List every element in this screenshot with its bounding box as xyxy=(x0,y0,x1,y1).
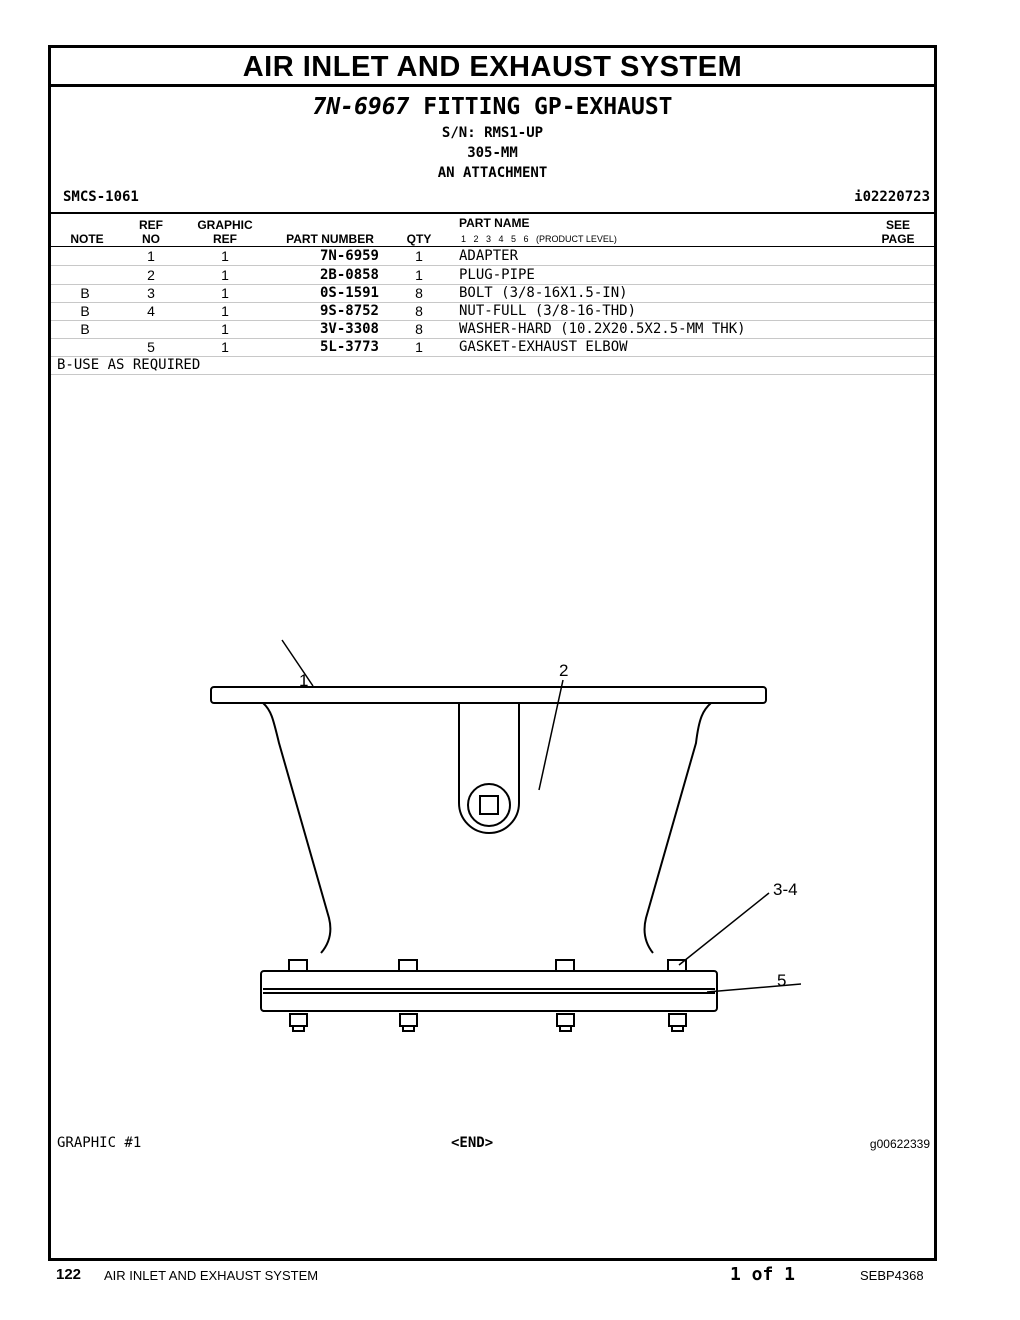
model-number: 305-MM xyxy=(467,145,518,161)
row-ref: 1 xyxy=(147,248,155,264)
group-name: FITTING GP-EXHAUST xyxy=(423,94,673,120)
header-see-top: SEE xyxy=(885,218,910,232)
header-ref-bottom: NO xyxy=(142,232,160,246)
leader-5 xyxy=(707,984,801,992)
footer-page-of: 1 of 1 xyxy=(730,1264,796,1285)
group-number: 7N-6967 xyxy=(312,94,410,120)
row-ref: 4 xyxy=(147,303,155,319)
row-part-name: NUT-FULL (3/8-16-THD) xyxy=(459,303,637,319)
row-part-name: BOLT (3/8-16X1.5-IN) xyxy=(459,285,628,301)
footer-doc-id: SEBP4368 xyxy=(860,1268,924,1283)
section-title-bar xyxy=(51,48,934,87)
table-row xyxy=(51,266,934,284)
page-frame xyxy=(48,45,937,1261)
table-footnote: B-USE AS REQUIRED xyxy=(57,357,201,373)
row-part-number[interactable]: 7N-6959 xyxy=(319,248,379,264)
end-marker: <END> xyxy=(451,1135,494,1151)
gasket-flange xyxy=(261,971,717,1011)
table-row xyxy=(51,338,934,356)
leader-3-4 xyxy=(679,893,769,965)
row-note: B xyxy=(80,285,90,301)
section-title: AIR INLET AND EXHAUST SYSTEM xyxy=(242,51,743,83)
bolt-2 xyxy=(399,960,417,1031)
header-graphic-bottom: REF xyxy=(213,232,237,246)
bolt-4 xyxy=(668,960,686,1031)
footer-section: AIR INLET AND EXHAUST SYSTEM xyxy=(104,1268,319,1283)
row-part-number[interactable]: 9S-8752 xyxy=(319,303,379,319)
callout-2: 2 xyxy=(559,661,569,680)
table-row xyxy=(51,284,934,302)
row-part-name: GASKET-EXHAUST ELBOW xyxy=(459,339,628,355)
row-qty: 8 xyxy=(415,303,423,319)
row-graphic-ref: 1 xyxy=(221,285,229,301)
bolt-3 xyxy=(556,960,574,1031)
callout-1: 1 xyxy=(299,671,309,690)
row-part-name: PLUG-PIPE xyxy=(459,267,535,283)
row-graphic-ref: 1 xyxy=(221,303,229,319)
table-row xyxy=(51,320,934,338)
row-ref: 2 xyxy=(147,267,155,283)
adapter-left-wall xyxy=(263,703,330,953)
row-qty: 1 xyxy=(415,267,423,283)
row-qty: 8 xyxy=(415,285,423,301)
header-ref-top: REF xyxy=(139,218,163,232)
row-part-number[interactable]: 2B-0858 xyxy=(319,267,379,283)
row-graphic-ref: 1 xyxy=(221,321,229,337)
row-ref: 5 xyxy=(147,339,155,355)
header-graphic-top: GRAPHIC xyxy=(197,218,253,232)
graphic-label: GRAPHIC #1 xyxy=(57,1135,142,1151)
bolt-1 xyxy=(289,960,307,1031)
row-graphic-ref: 1 xyxy=(221,339,229,355)
row-note: B xyxy=(80,303,90,319)
footer-page-number: 122 xyxy=(56,1266,82,1283)
footnote-divider xyxy=(51,374,934,375)
adapter-top-flange xyxy=(211,687,766,703)
row-graphic-ref: 1 xyxy=(221,248,229,264)
plug-circle xyxy=(468,784,510,826)
attachment-label: AN ATTACHMENT xyxy=(437,165,548,181)
graphic-id: g00622339 xyxy=(869,1137,930,1151)
callout-3-4: 3-4 xyxy=(773,880,798,899)
adapter-right-wall xyxy=(645,703,711,953)
row-part-number[interactable]: 3V-3308 xyxy=(319,321,379,337)
table-top-rule xyxy=(51,212,934,214)
row-qty: 1 xyxy=(415,339,423,355)
row-part-number[interactable]: 0S-1591 xyxy=(319,285,379,301)
row-part-number[interactable]: 5L-3773 xyxy=(319,339,379,355)
header-part-name: PART NAME xyxy=(459,216,530,230)
callout-5: 5 xyxy=(777,971,787,990)
table-row xyxy=(51,302,934,320)
header-note: NOTE xyxy=(70,232,104,246)
table-row xyxy=(51,247,934,265)
smcs-code: SMCS-1061 xyxy=(63,189,139,205)
illustration-id: i02220723 xyxy=(854,189,930,205)
row-note: B xyxy=(80,321,90,337)
row-qty: 8 xyxy=(415,321,423,337)
row-part-name: WASHER-HARD (10.2X20.5X2.5-MM THK) xyxy=(459,321,746,337)
group-heading xyxy=(51,94,934,120)
leader-2 xyxy=(539,680,563,790)
header-qty: QTY xyxy=(406,232,432,246)
row-ref: 3 xyxy=(147,285,155,301)
exhaust-fitting-drawing xyxy=(201,618,801,1088)
header-see-bottom: PAGE xyxy=(881,232,915,246)
serial-number: S/N: RMS1-UP xyxy=(441,125,544,141)
row-graphic-ref: 1 xyxy=(221,267,229,283)
row-part-name: ADAPTER xyxy=(459,248,519,264)
product-levels: 1 2 3 4 5 6 (PRODUCT LEVEL) xyxy=(461,234,617,244)
plug-square-icon xyxy=(480,796,498,814)
header-part-number: PART NUMBER xyxy=(286,232,374,246)
row-qty: 1 xyxy=(415,248,423,264)
